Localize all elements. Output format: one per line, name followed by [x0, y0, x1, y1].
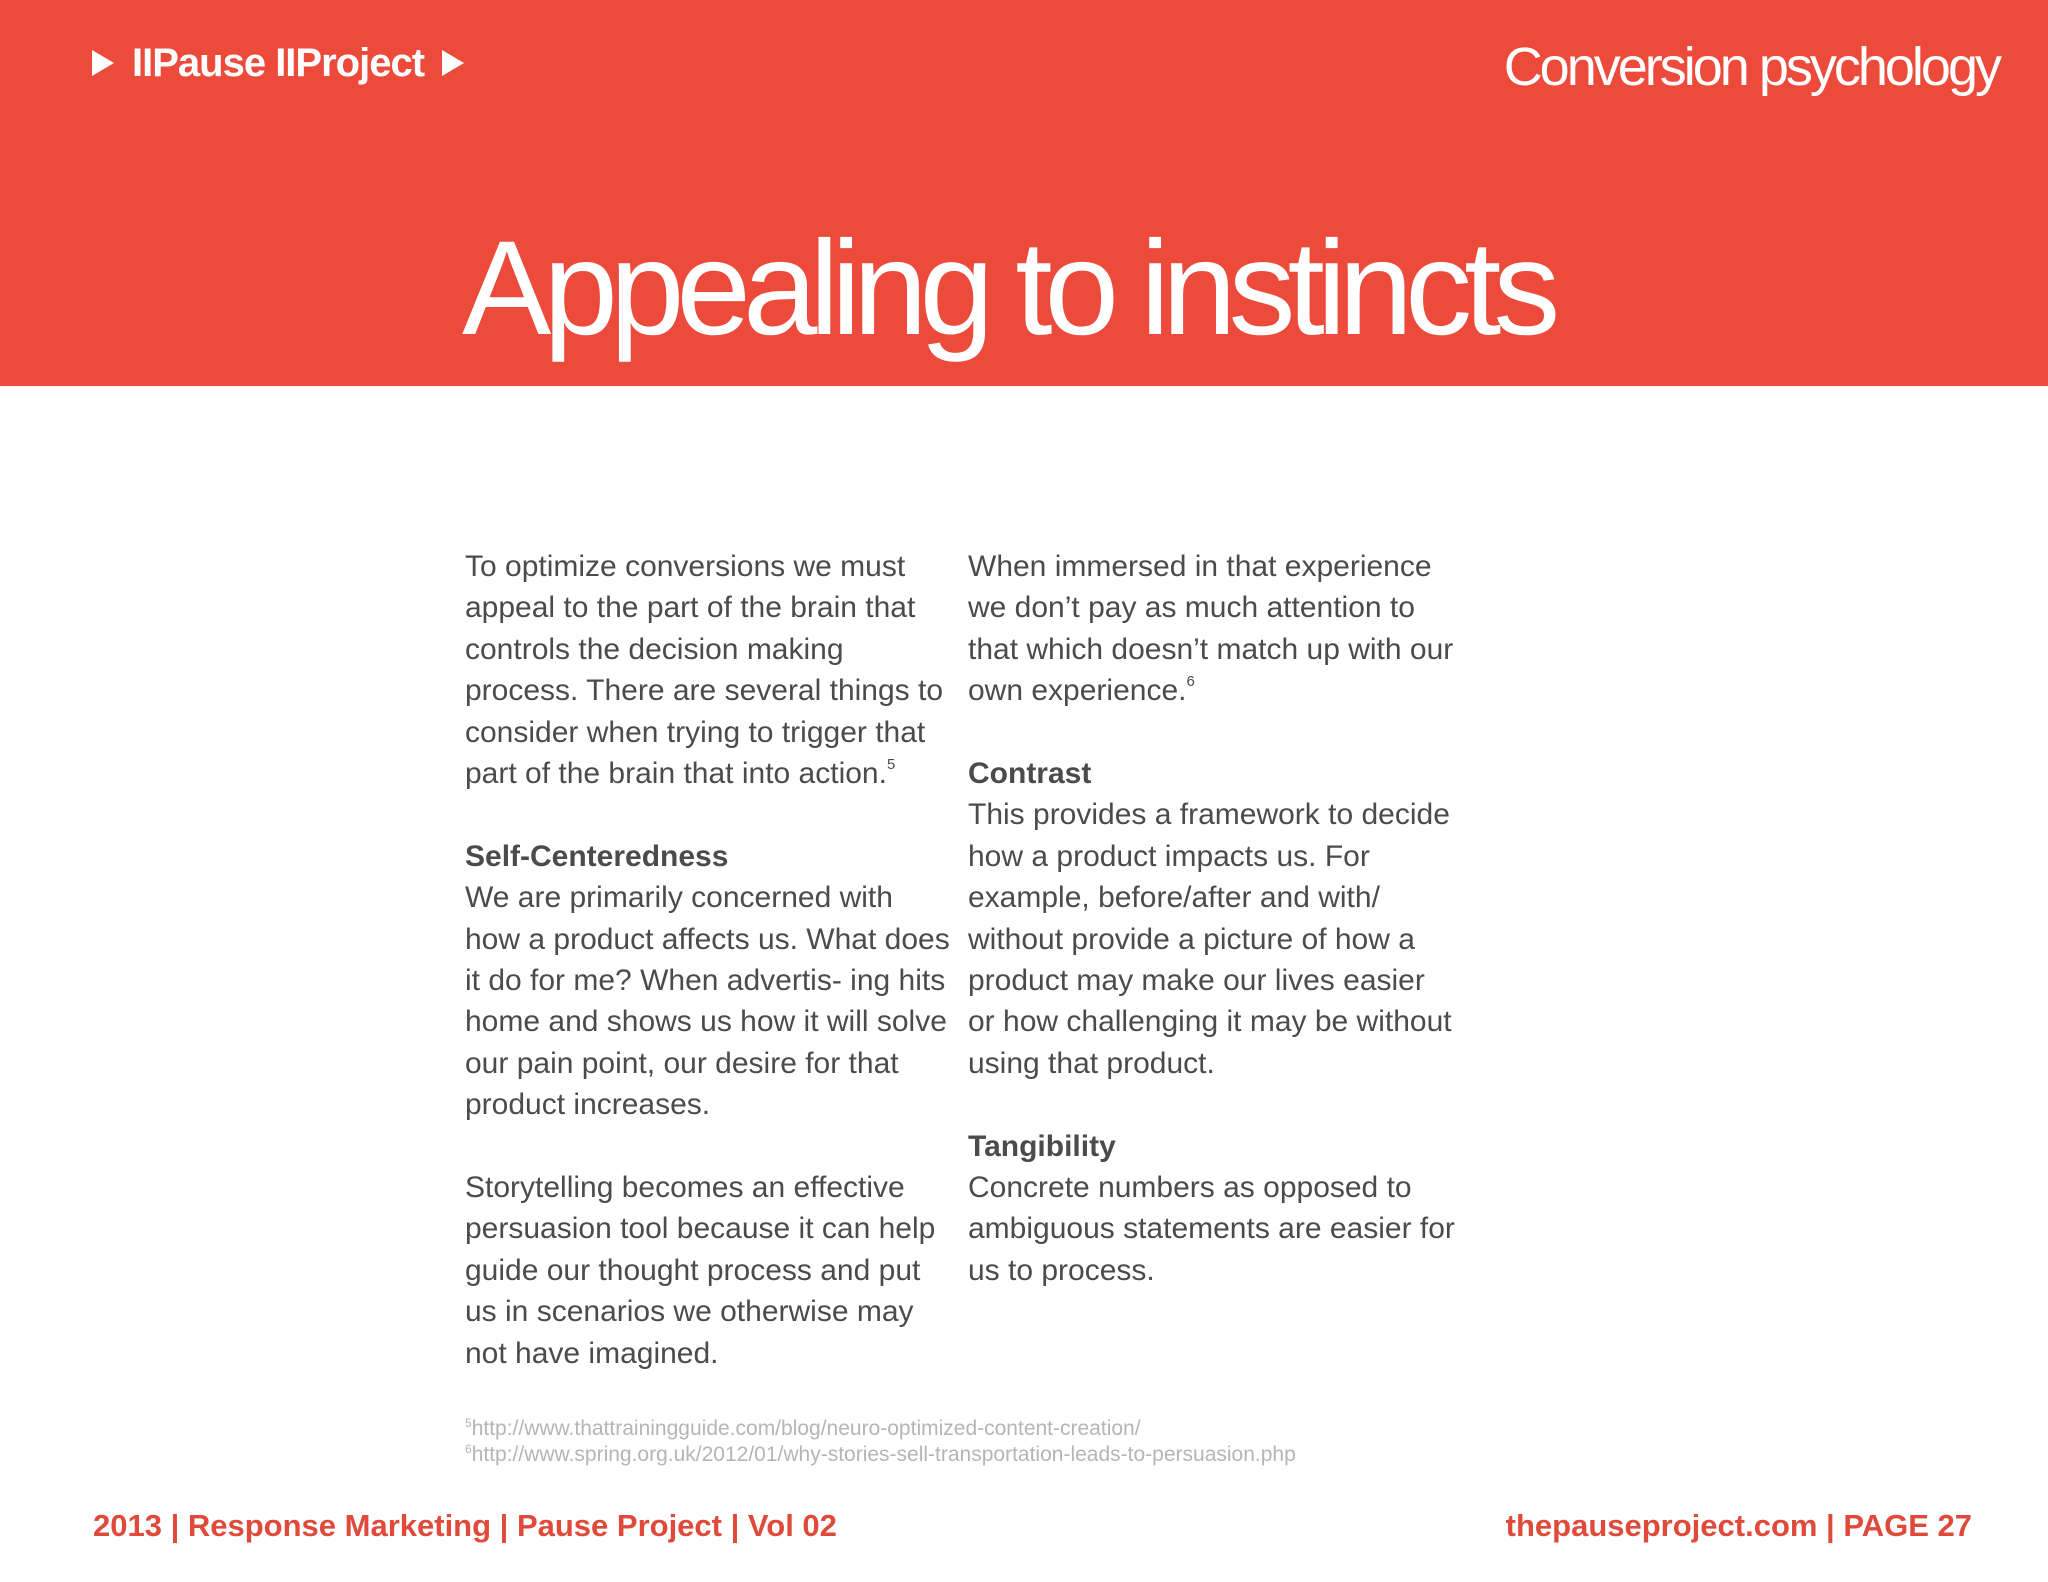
play-triangle-icon — [92, 50, 114, 76]
section-heading: Contrast — [968, 757, 1092, 791]
body-paragraph: Storytelling becomes an effective persuasion tool because it can help guide our thought process and put us in scenarios we otherwise may not have imagined. — [465, 1171, 936, 1370]
section-label: Conversion psychology — [1503, 37, 1999, 97]
footnote-ref: 6 — [1186, 673, 1195, 691]
footnote-link[interactable]: http://www.spring.org.uk/2012/01/why-stories-sell-transportation-leads-to-persuasion.php — [471, 1443, 1296, 1466]
section-heading: Tangibility — [968, 1129, 1116, 1163]
body-paragraph: This provides a framework to decide how a product impacts us. For example, before/after and with/ without provide a picture of how a product may make our lives easier or how challenging it may be without using that product. — [968, 798, 1452, 1080]
footnote-ref: 5 — [886, 756, 896, 774]
footnote-link[interactable]: http://www.thattrainingguide.com/blog/neuro-optimized-content-creation/ — [471, 1417, 1141, 1440]
body-paragraph: Concrete numbers as opposed to ambiguous statements are easier for us to process. — [968, 1171, 1455, 1287]
footer-page-number: thepauseproject.com | PAGE 27 — [1505, 1508, 1972, 1543]
logo — [92, 38, 464, 88]
footer-publication: 2013 | Response Marketing | Pause Project | Vol 02 — [93, 1508, 837, 1543]
left-column — [465, 546, 955, 1374]
intro-paragraph: To optimize conversions we must appeal to the part of the brain that controls the decision making process. There are several things to consider when trying to trigger that part of the brain that into action.$^5$ — [465, 550, 944, 791]
body-paragraph: We are primarily concerned with how a product affects us. What does it do for me? When advertis- ing hits home and shows us how it will solve our pain point, our desire for that product increases. — [465, 881, 950, 1122]
section-heading: Self-Centeredness — [465, 839, 729, 873]
footnotes — [465, 1416, 1296, 1468]
right-column — [968, 546, 1458, 1291]
logo-text: IIPause IIProject — [132, 40, 425, 85]
footnote: $^5$http://www.thattrainingguide.com/blog/neuro-optimized-content-creation/ — [465, 1416, 1141, 1440]
play-triangle-icon — [442, 50, 464, 76]
body-paragraph: When immersed in that experience we don’t pay as much attention to that which doesn’t match up with our own experience.$^6$ — [968, 550, 1454, 708]
page-title: Appealing to instincts — [462, 214, 1553, 363]
footnote: $^6$http://www.spring.org.uk/2012/01/why-stories-sell-transportation-leads-to-persuasion.php — [465, 1442, 1296, 1466]
header-banner — [0, 0, 2048, 386]
